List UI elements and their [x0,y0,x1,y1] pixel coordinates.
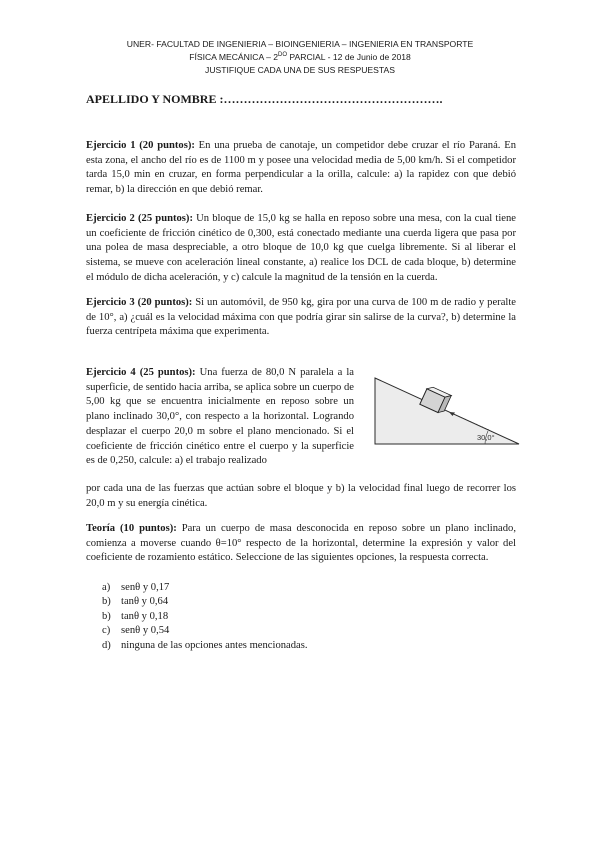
option-text: tanθ y 0,64 [121,596,169,608]
header-instructions: JUSTIFIQUE CADA UNA DE SUS RESPUESTAS [205,65,395,75]
option-text: senθ y 0,54 [121,625,170,637]
inclined-plane [375,378,519,444]
exercise-3-body: Si un automóvil, de 950 kg, gira por una curva de 100 m de radio y peralte de 10°, a) ¿cuál es la velocidad máxima con que podría girar sin salirse de la curva?, b) determine la fuerza centrípeta máxima que experimenta. [86,297,516,338]
exercise-1 [86,139,516,198]
angle-label: 30,0° [477,433,495,442]
theory-options [102,581,308,653]
inclined-plane-figure [373,372,521,450]
exercise-4 [86,366,354,469]
exercise-2 [86,212,516,286]
option-item [102,624,308,638]
header-institution: UNER- FACULTAD DE INGENIERIA – BIOINGENIERIA – INGENIERIA EN TRANSPORTE [126,39,474,49]
exercise-1-title: Ejercicio 1 (20 puntos): [86,140,195,151]
exercise-4-body: Una fuerza de 80,0 N paralela a la superficie, de sentido hacia arriba, se aplica sobre un cuerpo de 5,00 kg que se encuentra inicialmente en reposo sobre un plano inclinado 30,0°, con respecto a la horizontal. Logrando desplazar el cuerpo 20,0 m sobre el plano mencionado. Si el coeficiente de fricción cinético entre el cuerpo y la superficie es de 0,250, calcule: a) el trabajo realizado [86,367,355,467]
option-text: ninguna de las opciones antes mencionadas. [121,639,308,651]
header-course-sup: DO [278,52,288,59]
theory-question [86,522,516,566]
option-label: d) [102,639,111,651]
option-text: tanθ y 0,18 [121,610,169,622]
option-label: b) [102,610,111,622]
exercise-2-title: Ejercicio 2 (25 puntos): [86,213,193,224]
option-item [102,581,308,595]
theory-body: Para un cuerpo de masa desconocida en reposo sobre un plano inclinado, comienza a moverse cuando θ=10° respecto de la horizontal, determine la expresión y valor del coeficiente de rozamiento estático. Seleccione de las siguientes opciones, la respuesta correcta. [86,523,516,564]
exercise-4-title: Ejercicio 4 (25 puntos): [86,367,196,378]
exercise-1-body: En una prueba de canotaje, un competidor debe cruzar el río Paraná. En esta zona, el ancho del río es de 1100 m y posee una velocidad media de 5,00 km/h. Si el competidor tarda 15,0 min en cruzar, en forma perpendicular a la orilla, calcule: a) la rapidez con que debió remar, b) la dirección en que debió remar. [86,140,517,196]
option-label: a) [102,582,111,593]
option-label: b) [102,596,111,608]
exam-header [0,38,600,77]
header-course-pre: FÍSICA MECÁNICA – 2 [189,52,279,62]
option-item [102,639,308,653]
exercise-2-body: Un bloque de 15,0 kg se halla en reposo sobre una mesa, con la cual tiene un coeficiente de fricción cinético de 0,300, está conectado mediante una cuerda ligera que pasa por una polea de masa despreciable, a otro bloque de 10,0 kg que cuelga libremente. Si al liberar el sistema, se mueve con aceleración lineal constante, a) realice los DCL de cada bloque, b) determine el módulo de dicha aceleración, y c) calcule la magnitud de la tensión en la cuerda. [86,213,516,283]
exercise-4-continued: por cada una de las fuerzas que actúan sobre el bloque y b) la velocidad final luego de recorrer los 20,0 m y su energía cinética. [86,483,516,509]
name-field-line: APELLIDO Y NOMBRE :………………………………………………. [86,92,443,106]
theory-title: Teoría (10 puntos): [86,523,177,534]
option-item [102,595,308,609]
option-label: c) [102,625,111,637]
header-course [0,51,600,64]
exercise-3 [86,296,516,340]
option-text: senθ y 0,17 [121,582,170,593]
option-item [102,610,308,624]
exercise-3-title: Ejercicio 3 (20 puntos): [86,297,193,308]
header-course-post: PARCIAL - 12 de Junio de 2018 [287,52,411,62]
